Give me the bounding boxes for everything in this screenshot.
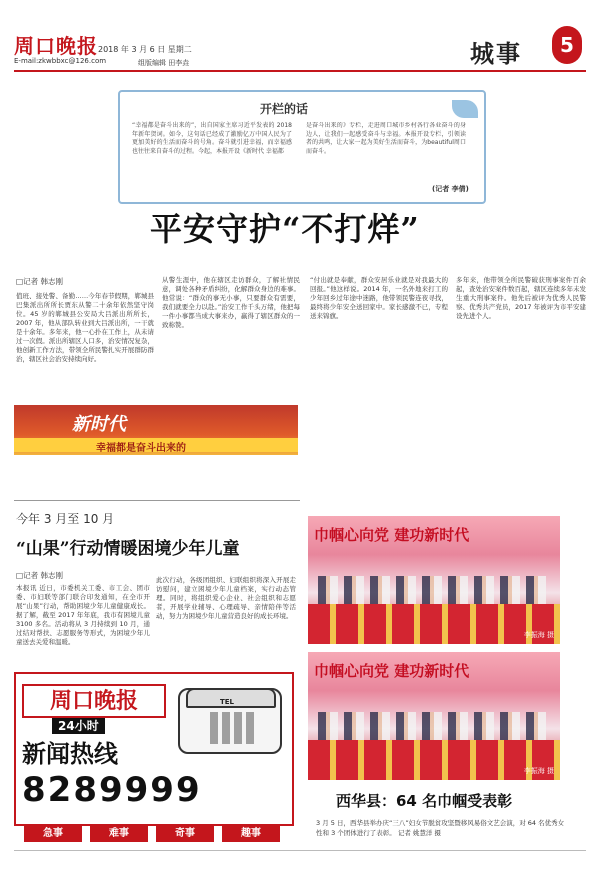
photo-banner-text: 巾帼心向党 建功新时代 <box>314 526 470 544</box>
page-number-badge: 5 <box>552 26 582 64</box>
photo-credit: 李振海 摄 <box>523 767 554 775</box>
second-story-kicker: 今年 3 月至 10 月 <box>16 512 115 526</box>
column-intro-signature: (记者 李倩) <box>432 185 469 193</box>
telephone-keypad-icon <box>210 712 254 744</box>
column-intro-text-left: “幸福都是奋斗出来的”，出自国家主席习近平发表的 2018 年新年贺词。如今，这句话已经成了激励亿万中国人民为了更加美好的生活而奋斗的号角。奋斗就引进幸福，而幸福感也往往来自奋斗的过程。今起，本报开设《新时代 幸福都 <box>132 122 292 155</box>
telephone-label: TEL <box>220 698 235 706</box>
new-era-banner-slogan: 幸福都是奋斗出来的 <box>96 443 186 454</box>
photo-stage <box>308 604 560 644</box>
third-story-caption: 3 月 5 日，西华县举办庆“三八”妇女节脱贫攻坚暨移风易俗文艺会演，对 64 名优秀女性和 3 个团体进行了表彰。 记者 姚慧洋 摄 <box>316 819 565 837</box>
main-story-column-1: 值班、接处警、备勤……今年春节假期，郸城县巴集派出所所长贾东从警二十余年依然坚守岗位。45 岁的郸城县公安局大吕派出所所长，2007 年，他从部队转业到大吕派出所，一干就是十余年。多年来，他一心扑在工作上，从未请过一次假。派出所辖区人口多，治安情况复杂，他创新工作方法，带领全所民警扎实开展群防群治，辖区社会治安持续向好。 <box>16 292 154 363</box>
photo-credit: 李振海 摄 <box>523 631 554 639</box>
main-story-column-3: “付出就是奉献，群众安居乐业就是对我最大的回报。”他这样说。2014 年，一名外地来打工的少年回乡过年途中迷路，他带领民警连夜寻找，最终将少年安全送回家中。家长感激不已，专程送来锦旗。 <box>310 276 448 320</box>
hotline-number: 8289999 <box>22 770 202 810</box>
hotline-logo: 周口晚报 <box>22 684 166 718</box>
second-story-column-2: 此次行动，各级团组织、妇联组织将深入开展走访慰问，建立困境少年儿童档案，实行动态管理。同时，将组织爱心企业、社会组织和志愿者，开展学业辅导、心理疏导、亲情陪伴等活动，努力为困境少年儿童营造良好的成长环境。 <box>156 576 296 620</box>
leaf-icon <box>452 100 478 118</box>
second-story-column-1: 本报讯 近日，市委机关工委、市工会、团市委、市妇联等部门联合印发通知，在全市开展“山果”行动，帮助困境少年儿童健康成长。据了解，截至 2017 年年底，我市有困境儿童 3100 多名。活动将从 3 月持续到 10 月，通过结对帮扶、志愿服务等形式，为困境少年儿童送去关爱和温暖。 <box>16 584 150 646</box>
second-story-byline: □记者 韩志刚 <box>16 571 63 580</box>
hotline-tag-urgent: 急事 <box>24 826 82 842</box>
column-intro-title: 开栏的话 <box>260 102 309 116</box>
main-byline: □记者 韩志刚 <box>16 277 63 286</box>
main-headline: 平安守护“不打烊” <box>150 210 420 248</box>
section-title: 城事 <box>470 39 522 68</box>
section-divider <box>14 500 300 501</box>
newspaper-logo: 周口晚报 <box>14 34 98 58</box>
column-intro-text-right: 是奋斗出来的》专栏，走进周口城市乡村各行各业奋斗的身边人，让我们一起感受奋斗与幸福。本报开设专栏，引领读者的共鸣，让大家一起为美好生活而奋斗，为beautiful周口而奋斗。 <box>306 122 466 155</box>
third-story-headline: 西华县：64 名巾帼受表彰 <box>336 792 513 810</box>
hotline-tag-difficult: 难事 <box>90 826 148 842</box>
hotline-tag-interesting: 趣事 <box>222 826 280 842</box>
main-story-column-2: 从警生涯中，他在辖区走访群众，了解社情民意，调处各种矛盾纠纷，化解群众身边的难事。他常说：“群众的事无小事，只要群众有需要，我们就要全力以赴。”治安工作千头万绪，他把每一件小事都当成大事来办，赢得了辖区群众的一致称赞。 <box>162 276 300 329</box>
event-photo-top <box>308 516 560 644</box>
layout-editor: 组版编辑 田李垚 <box>138 59 190 67</box>
footer-rule <box>14 850 586 851</box>
masthead-rule <box>14 70 586 72</box>
main-story-column-4: 多年来，他带领全所民警破获刑事案件百余起，查处治安案件数百起，辖区连续多年未发生重大刑事案件。他先后被评为优秀人民警察、优秀共产党员，2017 年被评为市平安建设先进个人。 <box>456 276 586 320</box>
issue-date: 2018 年 3 月 6 日 星期二 <box>98 45 192 54</box>
contact-email: E-mail:zkwbbxc@126.com <box>14 57 107 65</box>
second-story-headline: “山果”行动情暖困境少年儿童 <box>16 539 240 559</box>
hotline-tag-strange: 奇事 <box>156 826 214 842</box>
telephone-icon <box>178 688 282 754</box>
new-era-banner-title: 新时代 <box>72 414 126 435</box>
photo-banner-text: 巾帼心向党 建功新时代 <box>314 662 470 680</box>
hotline-24h-badge: 24小时 <box>52 718 105 734</box>
photo-stage <box>308 740 560 780</box>
event-photo-bottom <box>308 652 560 780</box>
hotline-label: 新闻热线 <box>22 739 118 768</box>
